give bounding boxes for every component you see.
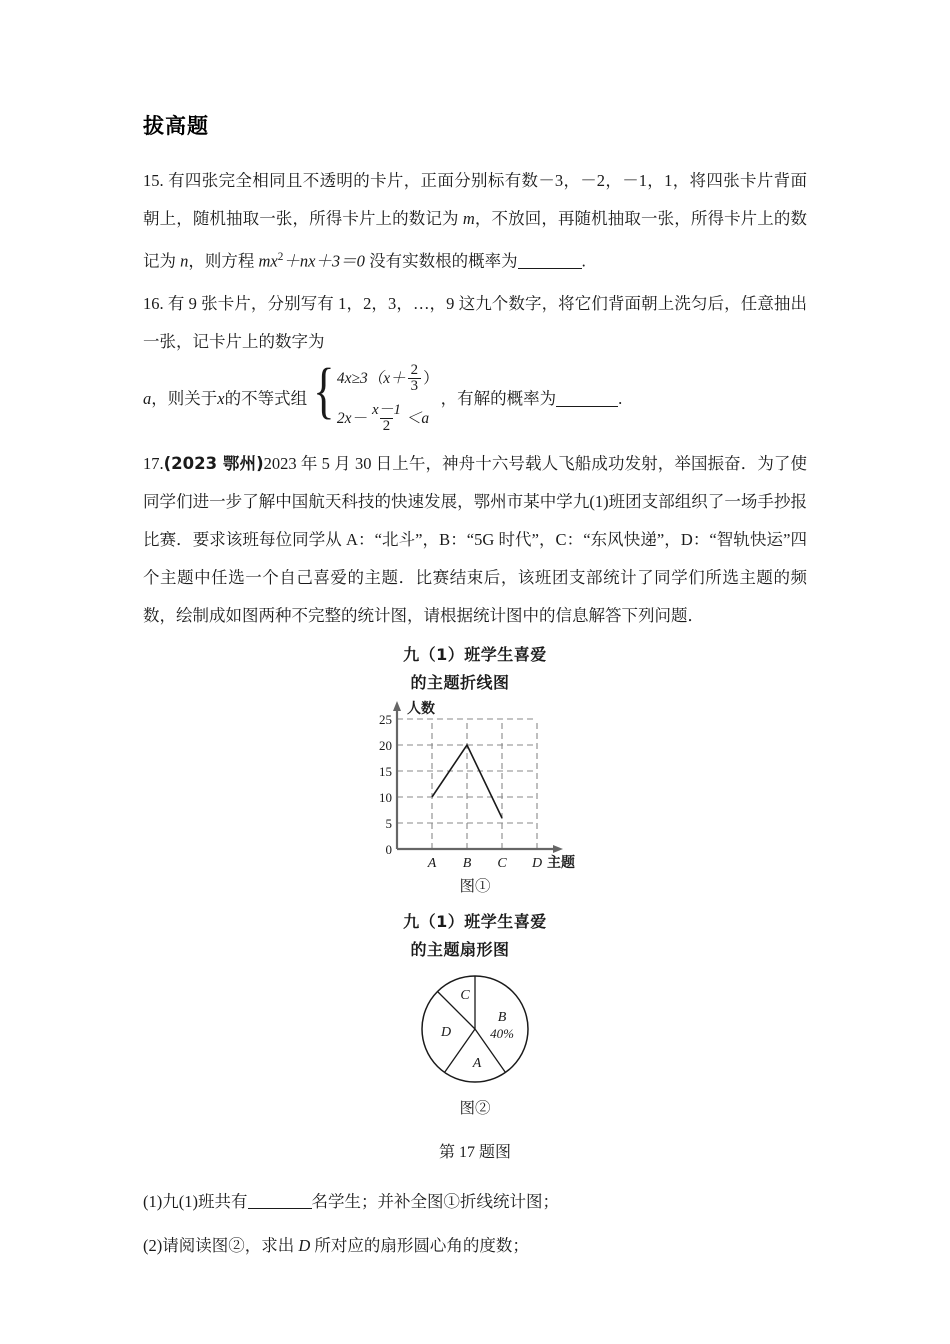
- question-15-number: 15.: [143, 171, 164, 190]
- fraction-numerator: 2: [410, 361, 419, 378]
- question-15-equation-rest: ＋nx＋3＝0: [283, 251, 365, 271]
- question-17-number: 17.: [143, 453, 164, 473]
- line-chart-caption: 图①: [459, 877, 491, 895]
- sub-question-1-label: (1): [143, 1191, 163, 1211]
- x-tick-labels: [427, 856, 542, 871]
- sub-question-1: [143, 1180, 807, 1224]
- inequality-row-1: [337, 363, 439, 395]
- line-chart-title: [143, 641, 807, 697]
- question-15-text-3: ，则方程: [188, 251, 259, 271]
- system-brace: {: [313, 356, 335, 425]
- svg-text:10: 10: [379, 789, 392, 805]
- x-axis: [397, 845, 563, 853]
- svg-text:20: 20: [379, 737, 392, 753]
- question-16-text-2: ，则关于: [151, 388, 218, 408]
- question-17-body: 2023 年 5 月 30 日上午，神舟十六号载人飞船成功发射，举国振奋．为了使同学们进一步了解中国航天科技的快速发展，鄂州市某中学九(1)班团支部组织了一场手抄报比赛．要求该班每位同学从 A：“北斗”，B：“5G 时代”，C：“东风快递”，D：“智轨快运”四个主题中任选一个自己喜爱的主题．比赛结束后，该班团支部统计了同学们所选主题的频数，绘制成如图两种不完整的统计图，请根据统计图中的信息解答下列问题．: [143, 453, 808, 625]
- y-axis-title: 人数: [407, 701, 435, 717]
- question-15-answer-blank[interactable]: [518, 251, 582, 269]
- fraction-two-thirds: [408, 363, 421, 395]
- page-content: [143, 110, 807, 1268]
- question-16-inequality-line: [143, 356, 807, 435]
- question-17: [143, 445, 807, 635]
- svg-text:0: 0: [385, 841, 392, 857]
- fraction-denominator: 2: [380, 418, 393, 435]
- pie-label-A: A: [472, 1055, 482, 1071]
- fraction-numerator: x－1: [371, 401, 401, 418]
- fraction-x-minus-one-over-two: [369, 403, 404, 435]
- inequality-system: [309, 356, 439, 435]
- fraction-denominator: 3: [408, 378, 421, 395]
- question-16-text-1: 有 9 张卡片，分别写有 1，2，3，…，9 这九个数字，将它们背面朝上洗匀后，任意抽出一张，记卡片上的数字为: [143, 293, 808, 351]
- line-chart: [365, 697, 585, 872]
- y-axis: [393, 701, 401, 849]
- svg-text:A: A: [427, 855, 437, 871]
- sub-questions: [143, 1180, 807, 1268]
- inequality-row-2: [337, 403, 439, 435]
- svg-text:B: B: [462, 855, 472, 871]
- question-16: [143, 285, 807, 361]
- pie-label-D: D: [440, 1024, 452, 1040]
- question-15: [143, 162, 807, 281]
- pie-sector-labels: [440, 988, 514, 1071]
- inequality-row-2-right: ＜a: [405, 410, 430, 428]
- pie-chart-title: [143, 908, 807, 964]
- pie-label-C: C: [460, 987, 470, 1003]
- figures-container: [143, 641, 807, 1170]
- question-16-number: 16.: [143, 293, 164, 313]
- svg-text:25: 25: [379, 711, 392, 727]
- question-15-text-4: 没有实数根的概率为: [364, 251, 518, 271]
- question-15-equation-exponent: 2: [277, 251, 284, 263]
- svg-text:5: 5: [385, 815, 392, 831]
- inequality-row-1-left: 4x≥3（x＋: [336, 369, 406, 387]
- sub-question-2: [143, 1224, 807, 1268]
- inequality-row-1-right: ）: [423, 369, 439, 387]
- question-16-text-3: 的不等式组: [224, 388, 308, 408]
- sub-question-1-text-after: 名学生；并补全图①折线统计图；: [311, 1191, 559, 1211]
- svg-text:D: D: [531, 855, 543, 871]
- question-16-text-4: ，有解的概率为: [440, 388, 557, 408]
- system-rows: [337, 363, 439, 435]
- x-axis-title: 主题: [547, 855, 575, 871]
- question-17-source: (2023 鄂州): [163, 453, 264, 473]
- question-15-var-m: m: [462, 209, 475, 228]
- question-16-var-x: x: [217, 388, 225, 408]
- sub-question-2-label: (2): [143, 1235, 163, 1255]
- pie-label-B-percent: 40%: [490, 1025, 514, 1041]
- question-15-text-1: 有四张完全相同且不透明的卡片，正面分别标有数－3，－2，－1，1，将四张卡片背面朝上，随机抽取一张，所得卡片上的数记为: [143, 171, 808, 228]
- vertical-gridlines: [432, 719, 537, 849]
- sub-question-2-text-before: 请阅读图②，求出: [162, 1235, 299, 1255]
- pie-label-B: B: [497, 1009, 507, 1025]
- question-16-trailing: .: [618, 388, 623, 408]
- question-15-equation-mx: mx: [258, 251, 278, 271]
- question-15-trailing: .: [581, 251, 586, 271]
- line-chart-title-line1: 九（1）班学生喜爱: [403, 644, 547, 664]
- y-tick-labels: [379, 712, 392, 857]
- question-16-var-a: a: [143, 388, 152, 408]
- pie-chart-title-line1: 九（1）班学生喜爱: [403, 911, 547, 931]
- sub-question-1-text-before: 九(1)班共有: [162, 1191, 248, 1211]
- sub-question-2-text-after: 所对应的扇形圆心角的度数；: [310, 1235, 529, 1255]
- sub-question-2-var: D: [298, 1235, 311, 1255]
- page-title: 拔高题: [143, 114, 209, 138]
- sub-question-1-answer-blank[interactable]: [248, 1191, 312, 1209]
- line-chart-title-line2: 的主题折线图: [410, 672, 510, 692]
- figure-label: 第 17 题图: [438, 1143, 511, 1161]
- pie-chart-wrap: [143, 964, 807, 1094]
- question-16-answer-blank[interactable]: [556, 390, 618, 408]
- svg-text:15: 15: [379, 763, 392, 779]
- pie-chart-title-line2: 的主题扇形图: [410, 939, 510, 959]
- inequality-row-2-left: 2x－: [336, 410, 367, 428]
- pie-chart-caption: 图②: [459, 1099, 491, 1117]
- svg-text:C: C: [497, 855, 507, 871]
- question-15-var-n: n: [180, 251, 189, 271]
- pie-chart: [410, 964, 540, 1094]
- question-15-text-2: ，不放回，再随机抽取一张，所得卡片上的数记为: [143, 209, 808, 271]
- line-chart-wrap: [143, 697, 807, 872]
